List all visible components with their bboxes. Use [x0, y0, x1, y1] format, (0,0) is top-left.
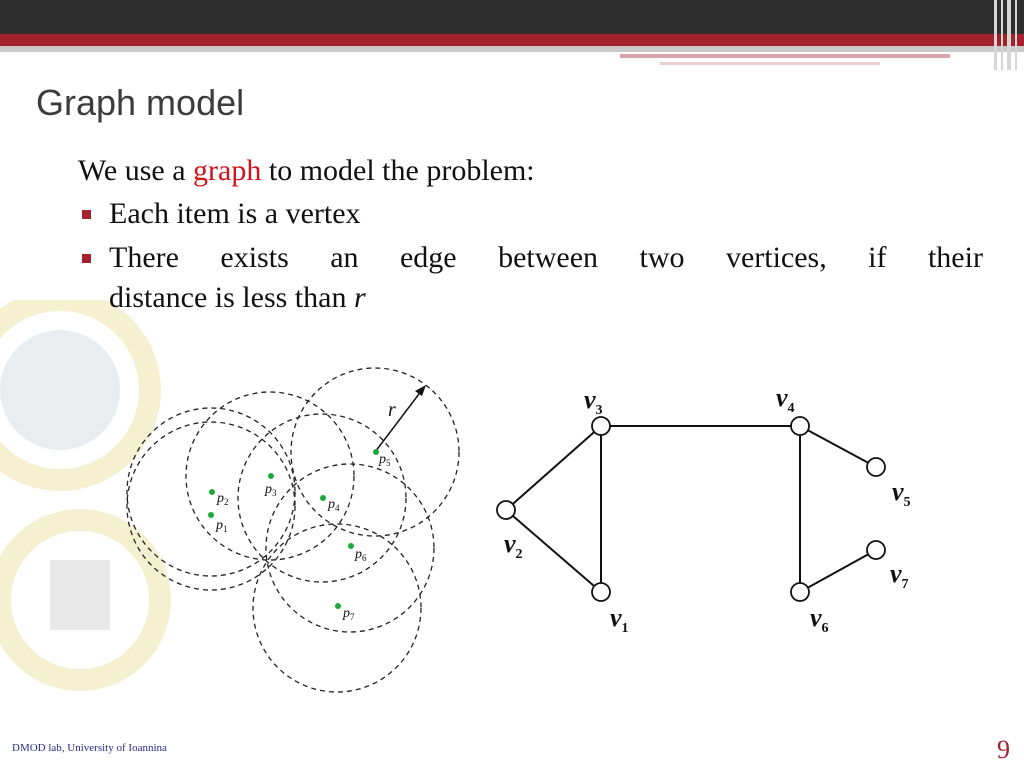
svg-text:p4: $p_4$ [328, 497, 340, 513]
footer-text: DMOD lab, University of Ioannina [12, 742, 167, 754]
point-p3 [264, 473, 277, 498]
graph-edge-v2-v3 [506, 426, 601, 510]
bullet-2-word: between [498, 241, 599, 274]
decor-line-2 [660, 62, 880, 65]
vertex-label-v2: $v_2$ [504, 529, 523, 562]
bullet-2-word: edge [399, 241, 457, 274]
bullet-2-word: an [330, 241, 359, 274]
svg-text:p5: $p_5$ [379, 452, 391, 468]
point-p1 [208, 512, 228, 534]
radius-variable: r [353, 281, 366, 314]
svg-text:p6: $p_6$ [355, 547, 367, 563]
point-p4 [320, 495, 340, 513]
graph-vertices [497, 417, 885, 601]
vertex-label-v5: $v_5$ [892, 477, 911, 510]
graph-edge-v4-v5 [800, 426, 876, 467]
vertex-v1 [592, 583, 610, 601]
graph-diagram [480, 370, 940, 650]
vertex-v4 [791, 417, 809, 435]
point-p7 [335, 603, 355, 622]
bullet-square-icon [82, 210, 91, 219]
radius-circle-p1 [127, 422, 295, 590]
graph-vertex-labels [504, 383, 911, 636]
vertex-v3 [592, 417, 610, 435]
svg-text:p3: $p_3$ [265, 482, 277, 498]
vertex-label-v4: $v_4$ [776, 383, 795, 416]
vertex-v5 [867, 458, 885, 476]
slide-body [78, 150, 983, 318]
graph-edges [506, 426, 876, 592]
vertex-v6 [791, 583, 809, 601]
top-red-bar [0, 34, 1024, 46]
svg-text:p2: $p_2$ [217, 491, 229, 507]
bullet-2-line-1 [109, 238, 983, 278]
intro-highlight: graph [193, 154, 262, 187]
bullet-text-1: Each item is a vertex [109, 197, 361, 230]
vertex-label-v3: $v_3$ [584, 385, 603, 418]
top-gray-bar [0, 46, 1024, 52]
bullet-item-1 [78, 194, 983, 234]
bullet-2-text: distance is less than [109, 281, 354, 314]
bullet-item-2 [78, 238, 983, 318]
radius-circles [127, 368, 459, 692]
point-p2 [209, 489, 229, 507]
bullet-2-word: exists [220, 241, 289, 274]
point-markers [208, 449, 391, 622]
vertex-label-v7: $v_7$ [890, 559, 909, 592]
vertex-v2 [497, 501, 515, 519]
point-p5 [373, 449, 391, 468]
top-dark-bar [0, 0, 1024, 34]
svg-text:p1: $p_1$ [216, 518, 228, 534]
point-p6 [348, 543, 367, 563]
vertex-label-v1: $v_1$ [610, 603, 629, 636]
bullet-2-word: if [868, 241, 887, 274]
bullet-2-word: two [639, 241, 685, 274]
intro-line [78, 150, 983, 192]
points-diagram [110, 360, 470, 700]
vertex-label-v6: $v_6$ [810, 603, 829, 636]
intro-text-after: to model the problem: [261, 154, 535, 187]
bullet-2-word: their [927, 241, 983, 274]
bullet-square-icon [82, 254, 91, 263]
decor-line [620, 54, 950, 58]
slide-title: Graph model [36, 82, 245, 123]
bullet-2-line-2 [109, 278, 983, 318]
radius-label: r [388, 399, 396, 421]
bullet-2-word: There [109, 241, 179, 274]
bullet-2-word: vertices, [725, 241, 827, 274]
page-number: 9 [997, 735, 1010, 764]
intro-text-before: We use a [78, 154, 194, 187]
svg-text:p7: $p_7$ [343, 606, 355, 622]
radius-arrow [375, 385, 426, 452]
graph-edge-v6-v7 [800, 550, 876, 592]
corner-stripes [990, 0, 1024, 70]
vertex-v7 [867, 541, 885, 559]
